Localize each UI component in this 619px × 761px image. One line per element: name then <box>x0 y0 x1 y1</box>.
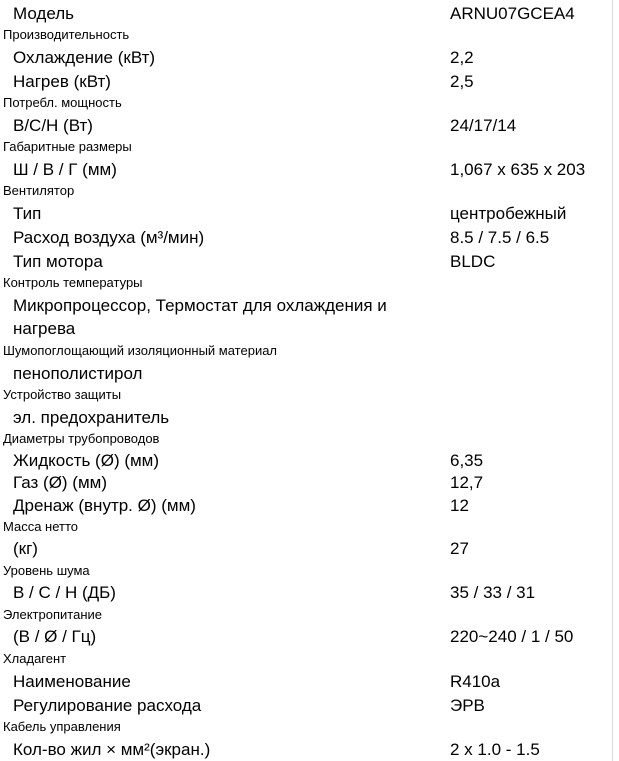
row-label-noise: В / С / Н (ДБ) <box>13 583 116 602</box>
row-label-motor-type: Тип мотора <box>13 252 103 271</box>
row-label-insulation: пенополистирол <box>13 364 143 383</box>
row-value-dimensions: 1,067 x 635 x 203 <box>450 160 586 179</box>
row-label-protection: эл. предохранитель <box>13 408 170 427</box>
row-label-airflow: Расход воздуха (м³/мин) <box>13 228 205 247</box>
row-value-weight: 27 <box>450 539 469 558</box>
row-label-flow-control: Регулирование расхода <box>13 696 202 715</box>
row-value-fan-type: центробежный <box>450 204 567 223</box>
row-value-heating: 2,5 <box>450 72 474 91</box>
row-label-dimensions: Ш / В / Г (мм) <box>13 160 117 179</box>
row-label-heating: Нагрев (кВт) <box>13 72 111 91</box>
row-value-power: 24/17/14 <box>450 116 517 135</box>
row-value-airflow: 8.5 / 7.5 / 6.5 <box>450 228 550 247</box>
model-value: ARNU07GCEA4 <box>450 4 575 23</box>
row-label-gas: Газ (Ø) (мм) <box>13 473 107 492</box>
row-label-weight: (кг) <box>13 539 38 558</box>
row-label-cooling: Охлаждение (кВт) <box>13 48 156 67</box>
row-value-gas: 12,7 <box>450 473 484 492</box>
row-label-control-cable: Кол-во жил × мм²(экран.) <box>13 740 211 759</box>
table-border-right <box>612 0 613 761</box>
row-value-control-cable: 2 x 1.0 - 1.5 <box>450 740 540 759</box>
section-title-noise: Уровень шума <box>3 563 90 578</box>
row-value-noise: 35 / 33 / 31 <box>450 583 536 602</box>
row-value-refrigerant-name: R410a <box>450 672 501 691</box>
row-label-fan-type: Тип <box>13 204 42 223</box>
section-title-pipes: Диаметры трубопроводов <box>3 431 160 446</box>
section-title-control-cable: Кабель управления <box>3 719 121 734</box>
row-label-refrigerant-name: Наименование <box>13 672 131 691</box>
section-title-power-supply: Электропитание <box>3 607 102 622</box>
section-title-dimensions: Габаритные размеры <box>3 139 132 154</box>
section-title-power: Потребл. мощность <box>3 95 122 110</box>
row-value-motor-type: BLDC <box>450 252 496 271</box>
section-title-temp-control: Контроль температуры <box>3 275 143 290</box>
row-label-power: В/С/Н (Вт) <box>13 116 93 135</box>
section-title-fan: Вентилятор <box>3 183 75 198</box>
row-value-flow-control: ЭРВ <box>450 696 485 715</box>
row-label-liquid: Жидкость (Ø) (мм) <box>13 451 160 470</box>
row-value-liquid: 6,35 <box>450 451 484 470</box>
row-label-temp-control: Микропроцессор, Термостат для охлаждения и нагрева <box>13 296 387 338</box>
section-title-performance: Производительность <box>3 27 130 42</box>
section-title-protection: Устройство защиты <box>3 387 122 402</box>
row-label-drain: Дренаж (внутр. Ø) (мм) <box>13 496 196 515</box>
row-value-cooling: 2,2 <box>450 48 474 67</box>
section-title-insulation: Шумопоглощающий изоляционный материал <box>3 343 278 358</box>
model-label: Модель <box>13 4 75 23</box>
row-value-power-supply: 220~240 / 1 / 50 <box>450 627 574 646</box>
row-value-drain: 12 <box>450 496 469 515</box>
section-title-net-weight: Масса нетто <box>3 519 79 534</box>
section-title-refrigerant: Хладагент <box>3 651 67 666</box>
row-label-power-supply: (В / Ø / Гц) <box>13 627 97 646</box>
